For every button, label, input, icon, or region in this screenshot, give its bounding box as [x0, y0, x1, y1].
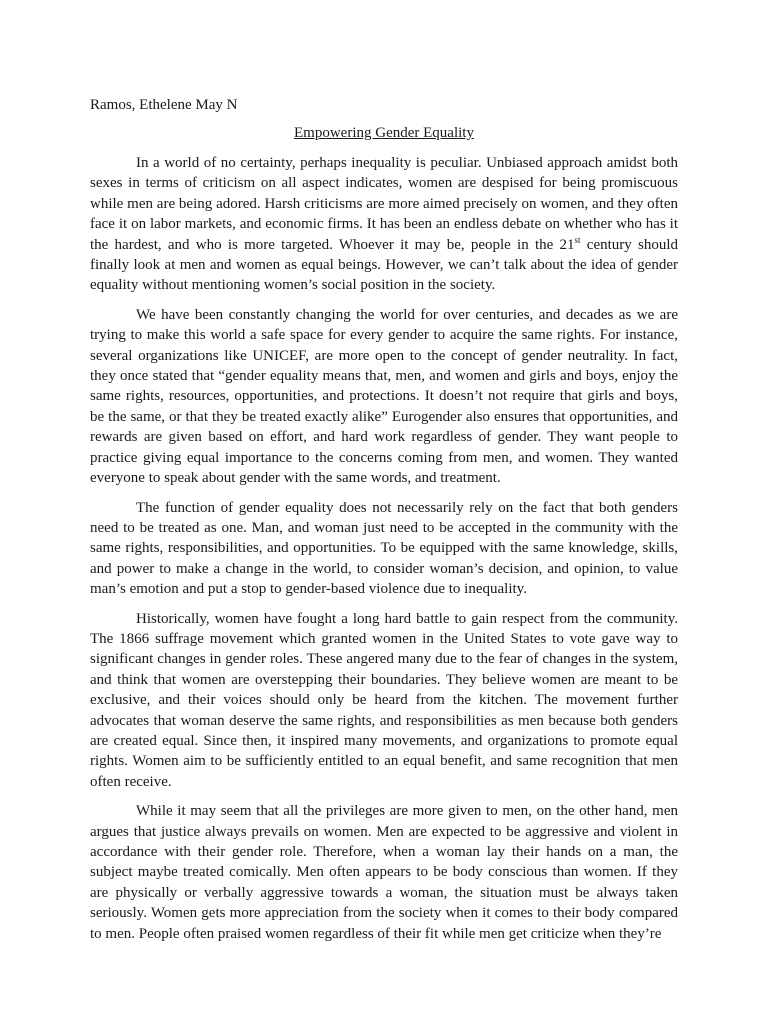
- paragraph-4: Historically, women have fought a long hard battle to gain respect from the community. The 1866 suffrage movement which granted women in the United States to vote gave way to significant changes in gender roles. These angered many due to the fear of changes in the system, and think that women are overstepping their boundaries. They believe women are meant to be exclusive, and their voices should only be heard from the kitchen. The movement further advocates that woman deserve the same rights, and responsibilities as men because both genders are created equal. Since then, it inspired many movements, and organizations to promote equal rights. Women aim to be sufficiently entitled to an equal benefit, and same recognition that men often receive.: [90, 610, 678, 790]
- paragraph-1: [90, 153, 678, 296]
- paragraph-2: We have been constantly changing the world for over centuries, and decades as we are trying to make this world a safe space for every gender to acquire the same rights. For instance, several organizations like UNICEF, are more open to the concept of gender neutrality. In fact, they once stated that “gender equality means that, men, and women and girls and boys, enjoy the same rights, resources, opportunities, and protections. It doesn’t not require that girls and boys, be the same, or that they be treated exactly alike” Eurogender also ensures that opportunities, and rewards are given based on effort, and hard work regardless of gender. They want people to practice giving equal importance to the concerns coming from men, and women. They wanted everyone to speak about gender with the same words, and treatment.: [90, 306, 678, 487]
- author-name: Ramos, Ethelene May N: [90, 97, 238, 113]
- document-title: Empowering Gender Equality: [294, 125, 474, 141]
- paragraph-3: The function of gender equality does not necessarily rely on the fact that both genders need to be treated as one. Man, and woman just need to be accepted in the community with the same rights, responsibilities, and opportunities. To be equipped with the same knowledge, skills, and power to make a change in the world, to consider woman’s decision, and opinion, to value man’s emotion and put a stop to gender-based violence due to inequality.: [90, 499, 678, 598]
- ordinal-suffix: st: [574, 234, 581, 245]
- paragraph-1-text: In a world of no certainty, perhaps inequality is peculiar. Unbiased approach amidst both sexes in terms of criticism on all aspect indicates, women are despised for being promiscuous while men are being adored. Harsh criticisms are more aimed precisely on women, and they often face it on labor markets, and economic firms. It has been an endless debate on whether who has it the hardest, and who is more targeted. Whoever it may be, people in the 21: [90, 155, 678, 253]
- paragraph-5: While it may seem that all the privileges are more given to men, on the other hand, men argues that justice always prevails on women. Men are expected to be aggressive and violent in accordance with their gender role. Therefore, when a woman lay their hands on a man, the subject maybe treated comically. Men often appears to be body conscious than women. If they are physically or verbally aggressive towards a woman, the situation must be always taken seriously. Women gets more appreciation from the society when it comes to their body compared to men. People often praised women regardless of their fit while men get criticize when they’re: [90, 803, 678, 942]
- paragraph-1-text-end: century should finally look at men and women as equal beings. However, we can’t talk about the idea of gender equality without mentioning women’s social position in the society.: [90, 236, 679, 294]
